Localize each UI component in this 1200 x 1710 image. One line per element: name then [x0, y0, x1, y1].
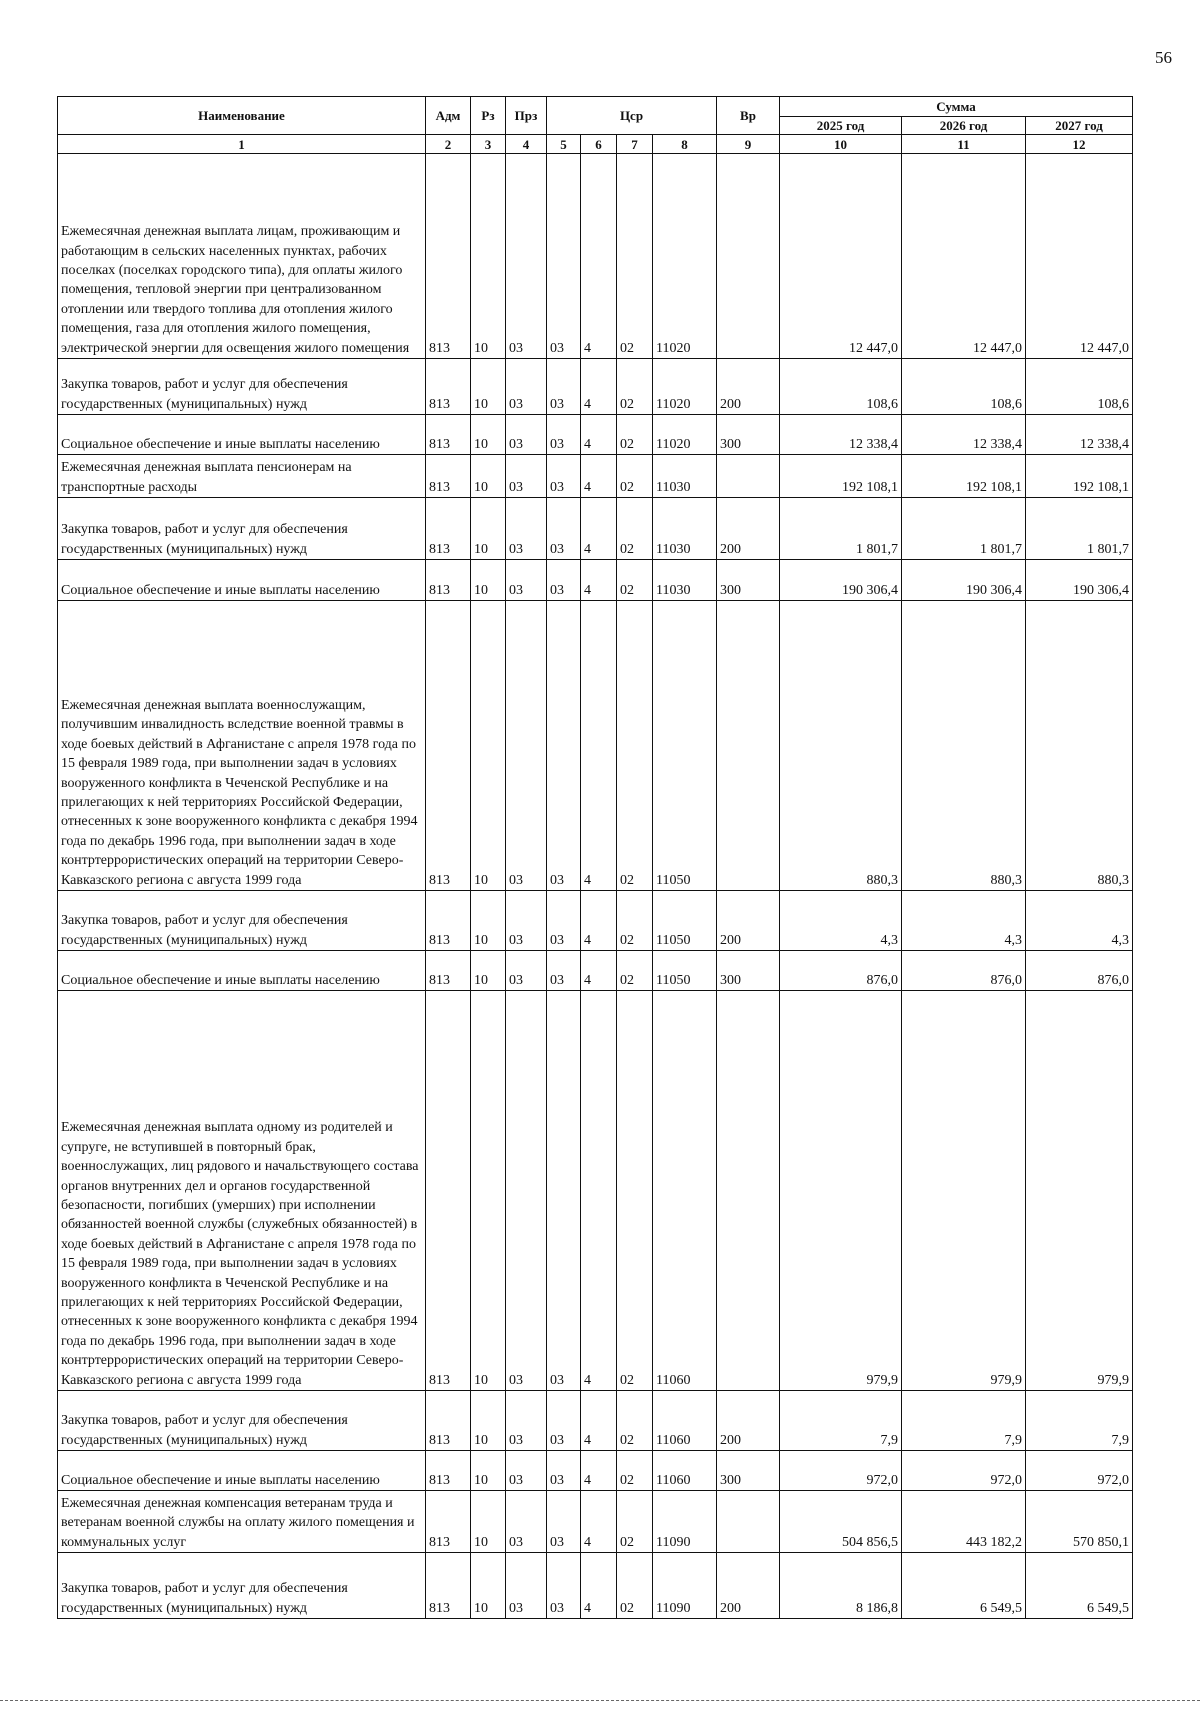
header-csr: Цср [547, 97, 717, 135]
row-vr: 200 [717, 891, 780, 951]
row-name: Закупка товаров, работ и услуг для обеспечения государственных (муниципальных) нужд [58, 498, 426, 560]
row-name: Закупка товаров, работ и услуг для обеспечения государственных (муниципальных) нужд [58, 1553, 426, 1619]
row-adm: 813 [426, 601, 471, 891]
row-name: Ежемесячная денежная выплата лицам, проживающим и работающим в сельских населенных пунктах, рабочих поселках (поселках городского типа), для оплаты жилого помещения, тепловой энергии при централизованном отоплении или твердого топлива для отопления жилого помещения, газа для отопления жилого помещения, электрической энергии для освещения жилого помещения [58, 154, 426, 359]
page-bottom-rule [0, 1700, 1200, 1701]
row-name: Ежемесячная денежная выплата военнослужащим, получившим инвалидность вследствие военной травмы в ходе боевых действий в Афганистане с апреля 1978 года по 15 февраля 1989 года, при выполнении задач в условиях вооруженного конфликта в Чеченской Республике и на прилегающих к ней территориях Российской Федерации, отнесенных к зоне вооруженного конфликта с декабря 1994 года по декабрь 1996 года, при выполнении задач в ходе контртеррористических операций на территории Северо-Кавказского региона с августа 1999 года [58, 601, 426, 891]
row-rz: 10 [471, 1491, 506, 1553]
row-sum-2025: 12 447,0 [780, 154, 902, 359]
row-rz: 10 [471, 1391, 506, 1451]
row-sum-2026: 12 338,4 [902, 415, 1026, 455]
row-csr-3: 02 [617, 991, 653, 1391]
row-adm: 813 [426, 1491, 471, 1553]
row-sum-2026: 979,9 [902, 991, 1026, 1391]
row-csr-1: 03 [547, 455, 581, 498]
column-number: 3 [471, 135, 506, 154]
row-vr [717, 1491, 780, 1553]
row-csr-3: 02 [617, 560, 653, 601]
row-csr-3: 02 [617, 1491, 653, 1553]
row-csr-2: 4 [581, 1553, 617, 1619]
row-csr-3: 02 [617, 951, 653, 991]
page-number: 56 [1155, 48, 1172, 67]
row-sum-2025: 108,6 [780, 359, 902, 415]
row-sum-2026: 6 549,5 [902, 1553, 1026, 1619]
row-csr-4: 11060 [653, 991, 717, 1391]
row-sum-2025: 1 801,7 [780, 498, 902, 560]
row-csr-2: 4 [581, 951, 617, 991]
row-csr-1: 03 [547, 1451, 581, 1491]
row-prz: 03 [506, 498, 547, 560]
column-number: 5 [547, 135, 581, 154]
column-number: 8 [653, 135, 717, 154]
row-adm: 813 [426, 498, 471, 560]
row-adm: 813 [426, 951, 471, 991]
row-rz: 10 [471, 498, 506, 560]
header-vr: Вр [717, 97, 780, 135]
row-csr-4: 11060 [653, 1451, 717, 1491]
row-csr-2: 4 [581, 359, 617, 415]
row-csr-3: 02 [617, 601, 653, 891]
row-sum-2027: 1 801,7 [1026, 498, 1133, 560]
row-vr: 200 [717, 498, 780, 560]
column-number: 1 [58, 135, 426, 154]
row-prz: 03 [506, 560, 547, 601]
row-csr-2: 4 [581, 154, 617, 359]
row-csr-1: 03 [547, 1391, 581, 1451]
row-name: Закупка товаров, работ и услуг для обеспечения государственных (муниципальных) нужд [58, 359, 426, 415]
table-row [58, 1491, 1133, 1553]
row-csr-3: 02 [617, 359, 653, 415]
row-csr-1: 03 [547, 498, 581, 560]
row-csr-1: 03 [547, 359, 581, 415]
row-sum-2026: 1 801,7 [902, 498, 1026, 560]
row-adm: 813 [426, 154, 471, 359]
row-csr-2: 4 [581, 455, 617, 498]
row-csr-4: 11030 [653, 498, 717, 560]
row-rz: 10 [471, 455, 506, 498]
table-row [58, 991, 1133, 1391]
row-csr-4: 11050 [653, 951, 717, 991]
row-name: Ежемесячная денежная выплата одному из родителей и супруге, не вступившей в повторный брак, военнослужащих, лиц рядового и начальствующего состава органов внутренних дел и органов государственной безопасности, погибших (умерших) при исполнении обязанностей военной службы (служебных обязанностей) в ходе боевых действий в Афганистане с апреля 1978 года по 15 февраля 1989 года, при выполнении задач в условиях вооруженного конфликта в Чеченской Республике и на прилегающих к ней территориях Российской Федерации, отнесенных к зоне вооруженного конфликта с декабря 1994 года по декабрь 1996 года, при выполнении задач в ходе контртеррористических операций на территории Северо-Кавказского региона с августа 1999 года [58, 991, 426, 1391]
row-csr-2: 4 [581, 415, 617, 455]
row-sum-2025: 972,0 [780, 1451, 902, 1491]
row-csr-1: 03 [547, 560, 581, 601]
row-csr-2: 4 [581, 1451, 617, 1491]
column-number: 6 [581, 135, 617, 154]
row-rz: 10 [471, 1553, 506, 1619]
table-row [58, 498, 1133, 560]
budget-table [57, 96, 1133, 1619]
row-csr-1: 03 [547, 1553, 581, 1619]
row-sum-2025: 12 338,4 [780, 415, 902, 455]
row-csr-1: 03 [547, 154, 581, 359]
row-csr-3: 02 [617, 455, 653, 498]
row-rz: 10 [471, 560, 506, 601]
row-csr-4: 11050 [653, 891, 717, 951]
row-vr [717, 601, 780, 891]
row-csr-4: 11020 [653, 154, 717, 359]
row-sum-2026: 443 182,2 [902, 1491, 1026, 1553]
row-csr-1: 03 [547, 951, 581, 991]
row-sum-2026: 12 447,0 [902, 154, 1026, 359]
table-row [58, 359, 1133, 415]
row-name: Социальное обеспечение и иные выплаты населению [58, 1451, 426, 1491]
row-prz: 03 [506, 951, 547, 991]
header-name: Наименование [58, 97, 426, 135]
row-vr: 200 [717, 359, 780, 415]
row-adm: 813 [426, 1553, 471, 1619]
header-year-2025: 2025 год [780, 117, 902, 135]
row-sum-2026: 880,3 [902, 601, 1026, 891]
table-row [58, 951, 1133, 991]
row-sum-2027: 12 338,4 [1026, 415, 1133, 455]
table-row [58, 891, 1133, 951]
row-name: Ежемесячная денежная компенсация ветеранам труда и ветеранам военной службы на оплату жилого помещения и коммунальных услуг [58, 1491, 426, 1553]
row-rz: 10 [471, 891, 506, 951]
row-sum-2027: 570 850,1 [1026, 1491, 1133, 1553]
header-row-top [58, 97, 1133, 117]
row-sum-2027: 4,3 [1026, 891, 1133, 951]
row-sum-2026: 972,0 [902, 1451, 1026, 1491]
row-csr-1: 03 [547, 415, 581, 455]
row-csr-3: 02 [617, 1553, 653, 1619]
row-vr [717, 991, 780, 1391]
header-rz: Рз [471, 97, 506, 135]
row-prz: 03 [506, 1553, 547, 1619]
row-sum-2026: 192 108,1 [902, 455, 1026, 498]
row-sum-2026: 108,6 [902, 359, 1026, 415]
row-adm: 813 [426, 455, 471, 498]
row-csr-3: 02 [617, 415, 653, 455]
row-sum-2027: 192 108,1 [1026, 455, 1133, 498]
row-rz: 10 [471, 1451, 506, 1491]
column-number: 7 [617, 135, 653, 154]
table-row [58, 560, 1133, 601]
row-csr-4: 11020 [653, 359, 717, 415]
row-rz: 10 [471, 601, 506, 891]
row-name: Социальное обеспечение и иные выплаты населению [58, 951, 426, 991]
row-sum-2025: 8 186,8 [780, 1553, 902, 1619]
row-prz: 03 [506, 601, 547, 891]
row-rz: 10 [471, 415, 506, 455]
row-prz: 03 [506, 891, 547, 951]
row-csr-1: 03 [547, 1491, 581, 1553]
row-sum-2027: 12 447,0 [1026, 154, 1133, 359]
row-name: Социальное обеспечение и иные выплаты населению [58, 415, 426, 455]
row-csr-4: 11030 [653, 560, 717, 601]
row-adm: 813 [426, 1391, 471, 1451]
row-sum-2025: 7,9 [780, 1391, 902, 1451]
header-year-2027: 2027 год [1026, 117, 1133, 135]
row-csr-2: 4 [581, 601, 617, 891]
row-vr [717, 455, 780, 498]
row-csr-4: 11090 [653, 1491, 717, 1553]
row-name: Ежемесячная денежная выплата пенсионерам на транспортные расходы [58, 455, 426, 498]
row-csr-4: 11090 [653, 1553, 717, 1619]
table-row [58, 415, 1133, 455]
row-sum-2025: 876,0 [780, 951, 902, 991]
row-vr: 300 [717, 1451, 780, 1491]
row-csr-2: 4 [581, 991, 617, 1391]
row-sum-2026: 876,0 [902, 951, 1026, 991]
row-csr-3: 02 [617, 498, 653, 560]
column-number-row [58, 135, 1133, 154]
row-csr-4: 11050 [653, 601, 717, 891]
row-sum-2027: 979,9 [1026, 991, 1133, 1391]
table-row [58, 1451, 1133, 1491]
row-prz: 03 [506, 154, 547, 359]
row-sum-2027: 190 306,4 [1026, 560, 1133, 601]
row-sum-2025: 504 856,5 [780, 1491, 902, 1553]
row-name: Социальное обеспечение и иные выплаты населению [58, 560, 426, 601]
row-rz: 10 [471, 951, 506, 991]
row-adm: 813 [426, 1451, 471, 1491]
column-number: 12 [1026, 135, 1133, 154]
row-rz: 10 [471, 154, 506, 359]
row-sum-2027: 876,0 [1026, 951, 1133, 991]
row-csr-2: 4 [581, 1491, 617, 1553]
header-adm: Адм [426, 97, 471, 135]
row-adm: 813 [426, 560, 471, 601]
header-sum: Сумма [780, 97, 1133, 117]
column-number: 10 [780, 135, 902, 154]
header-prz: Прз [506, 97, 547, 135]
row-prz: 03 [506, 1491, 547, 1553]
header-year-2026: 2026 год [902, 117, 1026, 135]
row-prz: 03 [506, 1391, 547, 1451]
row-rz: 10 [471, 991, 506, 1391]
row-sum-2025: 192 108,1 [780, 455, 902, 498]
row-vr: 300 [717, 951, 780, 991]
table-row [58, 1553, 1133, 1619]
row-name: Закупка товаров, работ и услуг для обеспечения государственных (муниципальных) нужд [58, 1391, 426, 1451]
row-csr-4: 11020 [653, 415, 717, 455]
table-row [58, 1391, 1133, 1451]
row-sum-2027: 7,9 [1026, 1391, 1133, 1451]
row-csr-4: 11060 [653, 1391, 717, 1451]
row-sum-2027: 6 549,5 [1026, 1553, 1133, 1619]
row-prz: 03 [506, 1451, 547, 1491]
row-vr: 300 [717, 415, 780, 455]
row-name: Закупка товаров, работ и услуг для обеспечения государственных (муниципальных) нужд [58, 891, 426, 951]
row-csr-3: 02 [617, 154, 653, 359]
row-vr [717, 154, 780, 359]
row-sum-2027: 972,0 [1026, 1451, 1133, 1491]
table-row [58, 601, 1133, 891]
column-number: 9 [717, 135, 780, 154]
row-csr-3: 02 [617, 891, 653, 951]
row-sum-2025: 4,3 [780, 891, 902, 951]
row-csr-1: 03 [547, 991, 581, 1391]
row-prz: 03 [506, 455, 547, 498]
row-csr-2: 4 [581, 1391, 617, 1451]
row-adm: 813 [426, 991, 471, 1391]
row-sum-2026: 4,3 [902, 891, 1026, 951]
row-csr-1: 03 [547, 891, 581, 951]
row-prz: 03 [506, 991, 547, 1391]
row-vr: 300 [717, 560, 780, 601]
column-number: 2 [426, 135, 471, 154]
row-csr-4: 11030 [653, 455, 717, 498]
row-csr-2: 4 [581, 560, 617, 601]
row-csr-2: 4 [581, 891, 617, 951]
row-sum-2026: 7,9 [902, 1391, 1026, 1451]
row-prz: 03 [506, 359, 547, 415]
row-csr-1: 03 [547, 601, 581, 891]
row-sum-2027: 880,3 [1026, 601, 1133, 891]
row-csr-2: 4 [581, 498, 617, 560]
table-row [58, 455, 1133, 498]
column-number: 11 [902, 135, 1026, 154]
row-adm: 813 [426, 415, 471, 455]
row-prz: 03 [506, 415, 547, 455]
row-adm: 813 [426, 359, 471, 415]
row-sum-2025: 979,9 [780, 991, 902, 1391]
row-csr-3: 02 [617, 1391, 653, 1451]
row-sum-2025: 880,3 [780, 601, 902, 891]
row-vr: 200 [717, 1553, 780, 1619]
row-vr: 200 [717, 1391, 780, 1451]
row-sum-2025: 190 306,4 [780, 560, 902, 601]
table-row [58, 154, 1133, 359]
row-adm: 813 [426, 891, 471, 951]
row-sum-2026: 190 306,4 [902, 560, 1026, 601]
row-rz: 10 [471, 359, 506, 415]
column-number: 4 [506, 135, 547, 154]
row-sum-2027: 108,6 [1026, 359, 1133, 415]
row-csr-3: 02 [617, 1451, 653, 1491]
